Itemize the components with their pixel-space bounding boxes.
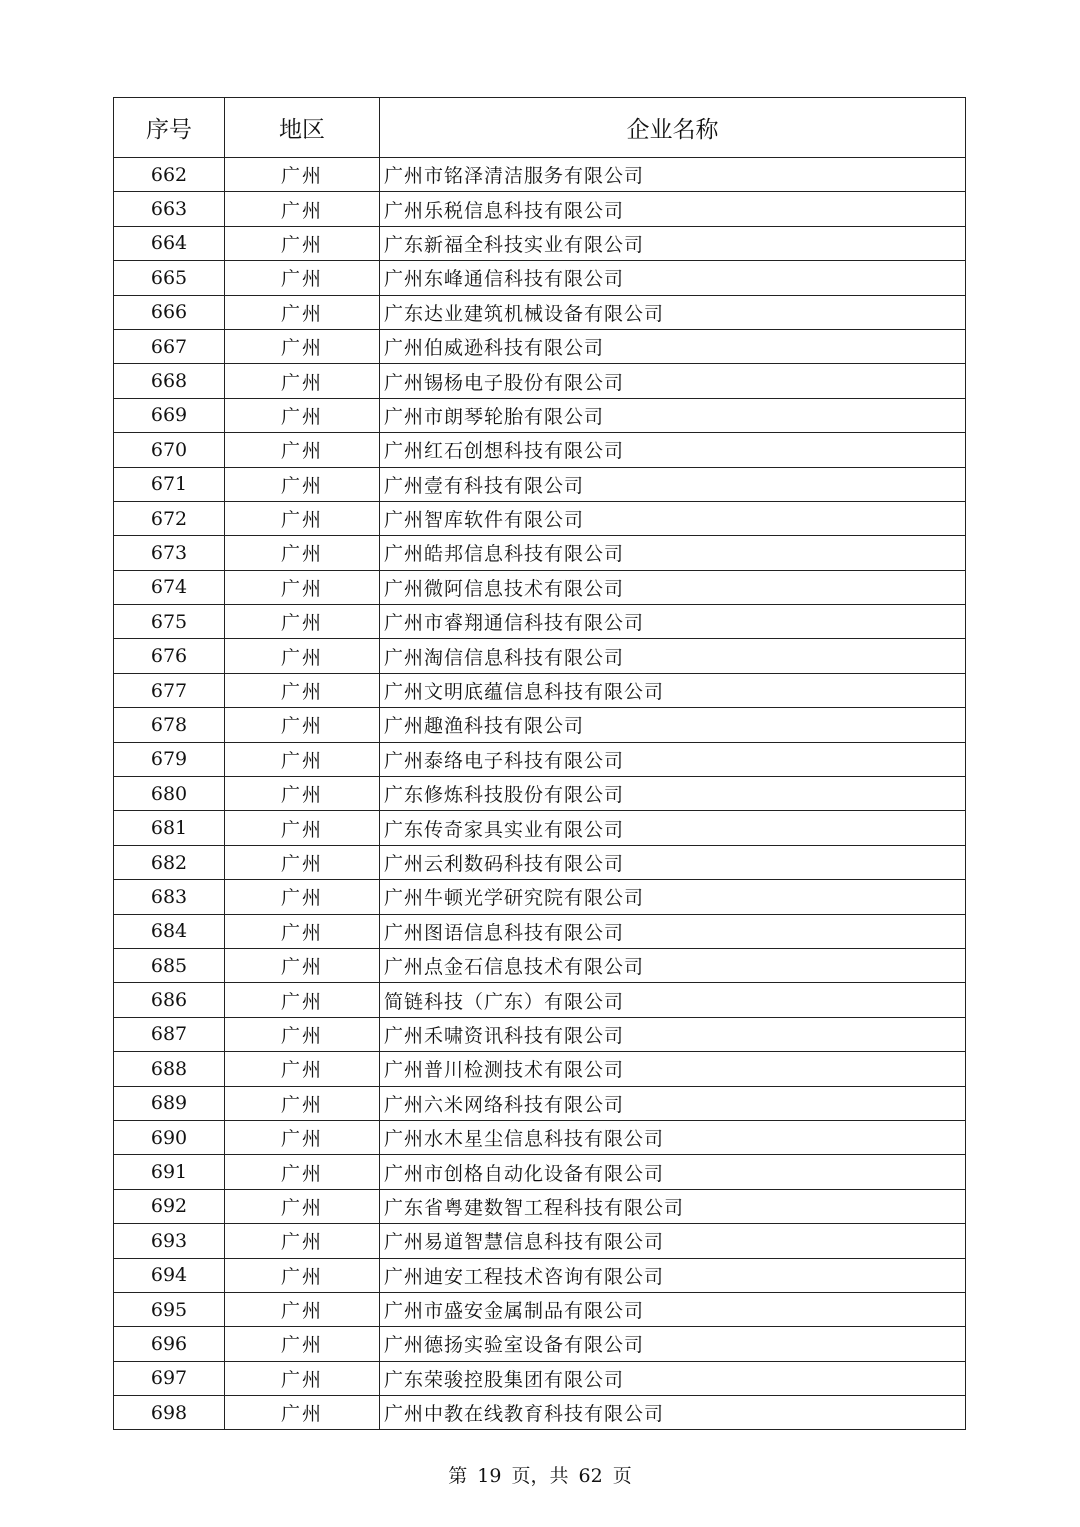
cell-region: 广州 bbox=[225, 158, 380, 192]
cell-region: 广州 bbox=[225, 1189, 380, 1223]
table-row bbox=[114, 605, 966, 639]
cell-company-name: 广州红石创想科技有限公司 bbox=[380, 433, 966, 467]
cell-company-name: 广东达业建筑机械设备有限公司 bbox=[380, 295, 966, 329]
cell-region: 广州 bbox=[225, 433, 380, 467]
table-row bbox=[114, 1120, 966, 1154]
table-row bbox=[114, 1155, 966, 1189]
cell-no: 663 bbox=[114, 192, 225, 226]
cell-no: 679 bbox=[114, 742, 225, 776]
table-row bbox=[114, 845, 966, 879]
cell-company-name: 简链科技（广东）有限公司 bbox=[380, 983, 966, 1017]
cell-region: 广州 bbox=[225, 639, 380, 673]
table-row bbox=[114, 1361, 966, 1395]
company-list-table bbox=[113, 97, 966, 1430]
cell-no: 678 bbox=[114, 708, 225, 742]
table-row bbox=[114, 1292, 966, 1326]
cell-no: 684 bbox=[114, 914, 225, 948]
cell-region: 广州 bbox=[225, 708, 380, 742]
cell-region: 广州 bbox=[225, 1086, 380, 1120]
cell-region: 广州 bbox=[225, 226, 380, 260]
cell-no: 682 bbox=[114, 845, 225, 879]
table-row bbox=[114, 1327, 966, 1361]
cell-region: 广州 bbox=[225, 948, 380, 982]
cell-no: 690 bbox=[114, 1120, 225, 1154]
cell-company-name: 广州市睿翔通信科技有限公司 bbox=[380, 605, 966, 639]
table-row bbox=[114, 983, 966, 1017]
cell-no: 687 bbox=[114, 1017, 225, 1051]
table-row bbox=[114, 742, 966, 776]
table-row bbox=[114, 467, 966, 501]
table-row bbox=[114, 261, 966, 295]
cell-company-name: 广州市铭泽清洁服务有限公司 bbox=[380, 158, 966, 192]
cell-company-name: 广州易道智慧信息科技有限公司 bbox=[380, 1224, 966, 1258]
cell-region: 广州 bbox=[225, 1017, 380, 1051]
cell-no: 671 bbox=[114, 467, 225, 501]
cell-no: 689 bbox=[114, 1086, 225, 1120]
cell-no: 672 bbox=[114, 501, 225, 535]
cell-region: 广州 bbox=[225, 914, 380, 948]
table-row bbox=[114, 1396, 966, 1430]
cell-no: 696 bbox=[114, 1327, 225, 1361]
table-row bbox=[114, 1052, 966, 1086]
cell-company-name: 广州市盛安金属制品有限公司 bbox=[380, 1292, 966, 1326]
cell-company-name: 广州东峰通信科技有限公司 bbox=[380, 261, 966, 295]
cell-company-name: 广州淘信信息科技有限公司 bbox=[380, 639, 966, 673]
header-company-name: 企业名称 bbox=[380, 98, 966, 158]
table-row bbox=[114, 708, 966, 742]
table-row bbox=[114, 1224, 966, 1258]
cell-company-name: 广州禾啸资讯科技有限公司 bbox=[380, 1017, 966, 1051]
table-row bbox=[114, 192, 966, 226]
cell-company-name: 广州乐税信息科技有限公司 bbox=[380, 192, 966, 226]
cell-no: 683 bbox=[114, 880, 225, 914]
cell-region: 广州 bbox=[225, 192, 380, 226]
cell-no: 685 bbox=[114, 948, 225, 982]
cell-company-name: 广州水木星尘信息科技有限公司 bbox=[380, 1120, 966, 1154]
cell-region: 广州 bbox=[225, 811, 380, 845]
header-no: 序号 bbox=[114, 98, 225, 158]
cell-region: 广州 bbox=[225, 1052, 380, 1086]
cell-region: 广州 bbox=[225, 777, 380, 811]
cell-region: 广州 bbox=[225, 1258, 380, 1292]
table-row bbox=[114, 501, 966, 535]
cell-region: 广州 bbox=[225, 398, 380, 432]
cell-region: 广州 bbox=[225, 1292, 380, 1326]
cell-region: 广州 bbox=[225, 1224, 380, 1258]
table-row bbox=[114, 1017, 966, 1051]
table-row bbox=[114, 570, 966, 604]
cell-company-name: 广州六米网络科技有限公司 bbox=[380, 1086, 966, 1120]
table-row bbox=[114, 639, 966, 673]
header-region: 地区 bbox=[225, 98, 380, 158]
cell-company-name: 广州壹有科技有限公司 bbox=[380, 467, 966, 501]
table-row bbox=[114, 777, 966, 811]
cell-region: 广州 bbox=[225, 261, 380, 295]
table-row bbox=[114, 948, 966, 982]
table-row bbox=[114, 811, 966, 845]
cell-no: 692 bbox=[114, 1189, 225, 1223]
cell-no: 674 bbox=[114, 570, 225, 604]
cell-region: 广州 bbox=[225, 295, 380, 329]
cell-company-name: 广东新福全科技实业有限公司 bbox=[380, 226, 966, 260]
cell-company-name: 广州普川检测技术有限公司 bbox=[380, 1052, 966, 1086]
cell-no: 686 bbox=[114, 983, 225, 1017]
cell-company-name: 广东荣骏控股集团有限公司 bbox=[380, 1361, 966, 1395]
cell-company-name: 广州智库软件有限公司 bbox=[380, 501, 966, 535]
table-row bbox=[114, 1258, 966, 1292]
cell-company-name: 广州迪安工程技术咨询有限公司 bbox=[380, 1258, 966, 1292]
page-number: 第 19 页，共 62 页 bbox=[448, 1465, 632, 1487]
cell-company-name: 广州点金石信息技术有限公司 bbox=[380, 948, 966, 982]
cell-no: 695 bbox=[114, 1292, 225, 1326]
cell-company-name: 广东传奇家具实业有限公司 bbox=[380, 811, 966, 845]
cell-no: 675 bbox=[114, 605, 225, 639]
table-row bbox=[114, 1189, 966, 1223]
cell-no: 662 bbox=[114, 158, 225, 192]
cell-region: 广州 bbox=[225, 673, 380, 707]
cell-no: 697 bbox=[114, 1361, 225, 1395]
cell-company-name: 广州皓邦信息科技有限公司 bbox=[380, 536, 966, 570]
cell-region: 广州 bbox=[225, 1327, 380, 1361]
table-row bbox=[114, 673, 966, 707]
cell-region: 广州 bbox=[225, 570, 380, 604]
cell-company-name: 广州锡杨电子股份有限公司 bbox=[380, 364, 966, 398]
table-row bbox=[114, 433, 966, 467]
cell-region: 广州 bbox=[225, 983, 380, 1017]
cell-no: 670 bbox=[114, 433, 225, 467]
cell-region: 广州 bbox=[225, 501, 380, 535]
cell-no: 669 bbox=[114, 398, 225, 432]
cell-region: 广州 bbox=[225, 845, 380, 879]
table-row bbox=[114, 158, 966, 192]
cell-no: 666 bbox=[114, 295, 225, 329]
cell-region: 广州 bbox=[225, 329, 380, 363]
cell-no: 680 bbox=[114, 777, 225, 811]
cell-region: 广州 bbox=[225, 1155, 380, 1189]
cell-region: 广州 bbox=[225, 1361, 380, 1395]
cell-company-name: 广东修炼科技股份有限公司 bbox=[380, 777, 966, 811]
table-header-row bbox=[114, 98, 966, 158]
cell-no: 667 bbox=[114, 329, 225, 363]
cell-no: 681 bbox=[114, 811, 225, 845]
cell-no: 694 bbox=[114, 1258, 225, 1292]
cell-company-name: 广州牛顿光学研究院有限公司 bbox=[380, 880, 966, 914]
cell-region: 广州 bbox=[225, 605, 380, 639]
cell-company-name: 广州中教在线教育科技有限公司 bbox=[380, 1396, 966, 1430]
cell-company-name: 广州市创格自动化设备有限公司 bbox=[380, 1155, 966, 1189]
table-row bbox=[114, 364, 966, 398]
table-row bbox=[114, 398, 966, 432]
table-row bbox=[114, 536, 966, 570]
cell-company-name: 广州市朗琴轮胎有限公司 bbox=[380, 398, 966, 432]
table-body bbox=[114, 158, 966, 1430]
cell-no: 673 bbox=[114, 536, 225, 570]
cell-company-name: 广州文明底蕴信息科技有限公司 bbox=[380, 673, 966, 707]
cell-company-name: 广州伯威逊科技有限公司 bbox=[380, 329, 966, 363]
cell-no: 693 bbox=[114, 1224, 225, 1258]
cell-region: 广州 bbox=[225, 742, 380, 776]
cell-company-name: 广州德扬实验室设备有限公司 bbox=[380, 1327, 966, 1361]
cell-company-name: 广州图语信息科技有限公司 bbox=[380, 914, 966, 948]
table-row bbox=[114, 1086, 966, 1120]
cell-no: 698 bbox=[114, 1396, 225, 1430]
cell-company-name: 广州云利数码科技有限公司 bbox=[380, 845, 966, 879]
cell-region: 广州 bbox=[225, 364, 380, 398]
cell-no: 665 bbox=[114, 261, 225, 295]
cell-no: 668 bbox=[114, 364, 225, 398]
table-row bbox=[114, 226, 966, 260]
table-row bbox=[114, 329, 966, 363]
cell-region: 广州 bbox=[225, 467, 380, 501]
cell-no: 676 bbox=[114, 639, 225, 673]
cell-company-name: 广东省粤建数智工程科技有限公司 bbox=[380, 1189, 966, 1223]
cell-region: 广州 bbox=[225, 1396, 380, 1430]
table-row bbox=[114, 914, 966, 948]
cell-company-name: 广州泰络电子科技有限公司 bbox=[380, 742, 966, 776]
cell-region: 广州 bbox=[225, 536, 380, 570]
cell-company-name: 广州微阿信息技术有限公司 bbox=[380, 570, 966, 604]
cell-company-name: 广州趣渔科技有限公司 bbox=[380, 708, 966, 742]
cell-no: 688 bbox=[114, 1052, 225, 1086]
cell-no: 664 bbox=[114, 226, 225, 260]
cell-region: 广州 bbox=[225, 1120, 380, 1154]
cell-region: 广州 bbox=[225, 880, 380, 914]
cell-no: 691 bbox=[114, 1155, 225, 1189]
table-row bbox=[114, 295, 966, 329]
cell-no: 677 bbox=[114, 673, 225, 707]
table-row bbox=[114, 880, 966, 914]
